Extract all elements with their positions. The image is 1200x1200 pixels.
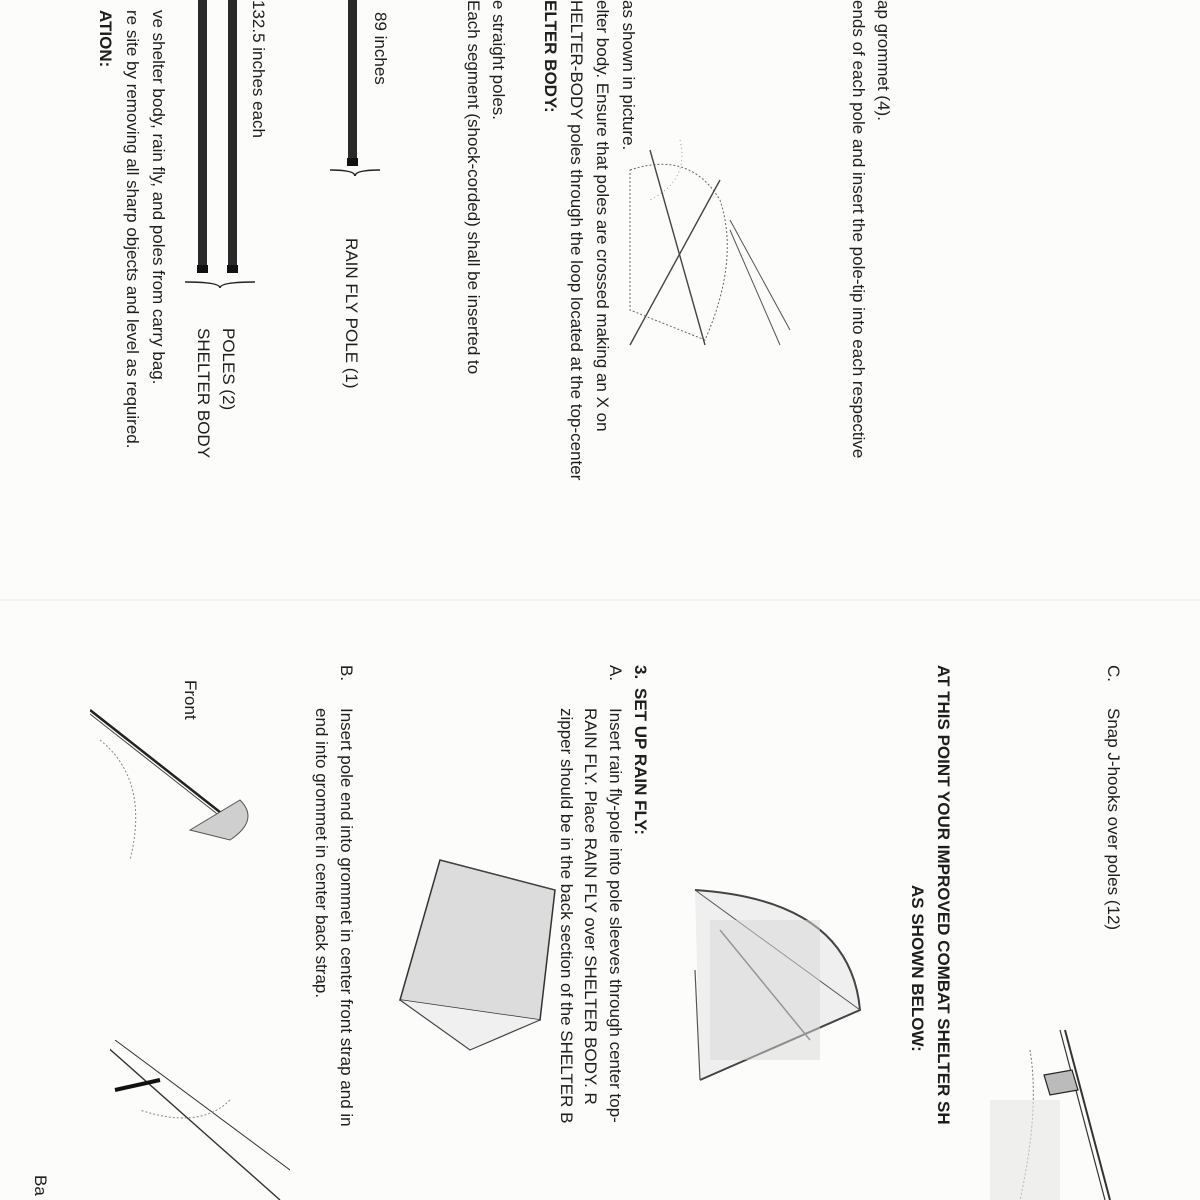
shelter-body-heading: ELTER BODY:	[541, 0, 560, 113]
step-a-marker: A.	[606, 665, 625, 682]
pole-grommet-sketch	[210, 140, 270, 380]
section-title: SET UP RAIN FLY:	[631, 688, 650, 836]
banner-line-1: AT THIS POINT YOUR IMPROVED COMBAT SHELTER SH	[934, 665, 953, 1125]
step-b-line-2: end into grommet in center back strap.	[312, 708, 331, 999]
preparation-heading: ATION:	[96, 10, 115, 68]
step-b-line-1: Insert pole end into grommet in center front strap and in	[337, 708, 356, 1127]
step-c-text: Snap J-hooks over poles (12)	[1104, 708, 1123, 931]
prep-line-1: re site by removing all sharp objects and level as required.	[123, 10, 142, 449]
rain-fly-pole-tip	[347, 158, 358, 166]
ends-line-1: ends of each pole and insert the pole-tip into each respective	[849, 0, 868, 459]
segment-line-1: Each segment (shock-corded) shall be inserted to	[464, 0, 483, 375]
shelter-pole-label-2: POLES (2)	[219, 328, 238, 411]
step-b-marker: B.	[337, 665, 356, 682]
rain-fly-pole-length: 89 inches	[371, 12, 390, 85]
shelter-body-line-1: HELTER-BODY poles through the loop located at the top-center	[567, 0, 586, 481]
rain-fly-pole	[348, 0, 357, 165]
shelter-pole-2	[198, 0, 207, 272]
step-c-marker: C.	[1104, 665, 1123, 682]
rain-fly-sketch	[380, 850, 560, 1070]
rain-fly-pole-label: RAIN FLY POLE (1)	[342, 238, 361, 389]
segment-line-2: e straight poles.	[489, 0, 508, 121]
step-a-line-1: Insert rain fly-pole into pole sleeves through center top-	[606, 708, 625, 1123]
prep-line-2: ve shelter body, rain fly, and poles from carry bag.	[149, 10, 168, 385]
crossed-poles-sketch	[600, 110, 800, 360]
shelter-pole-length: 132.5 inches each	[249, 0, 268, 138]
rain-fly-brace	[330, 170, 380, 176]
banner-line-2: AS SHOWN BELOW:	[908, 885, 927, 1052]
step-a-line-3: zipper should be in the back section of the SHELTER B	[557, 708, 576, 1124]
front-strap-sketch	[90, 700, 270, 870]
j-hook-sketch	[990, 1010, 1140, 1200]
section-number: 3.	[631, 665, 650, 680]
shelter-pole-label-1: SHELTER BODY	[194, 328, 213, 459]
back-label: Ba	[31, 1175, 50, 1196]
front-label: Front	[181, 680, 200, 720]
shelter-pole-2-tip	[197, 265, 208, 273]
ends-line-2: ap grommet (4).	[874, 0, 893, 121]
strap-sketch	[269, 150, 270, 151]
grommet-detail-sketch	[259, 140, 260, 141]
shelter-body-line-3: as shown in picture.	[619, 0, 638, 151]
back-strap-sketch	[110, 1040, 290, 1200]
shelter-body-line-2: elter body. Ensure that poles are crossed making an X on	[593, 0, 612, 432]
step-a-line-2: RAIN FLY. Place RAIN FLY over SHELTER BODY. R	[581, 708, 600, 1105]
shelter-dome-sketch	[680, 880, 880, 1100]
pole-tip-strap-sketch	[249, 150, 250, 151]
